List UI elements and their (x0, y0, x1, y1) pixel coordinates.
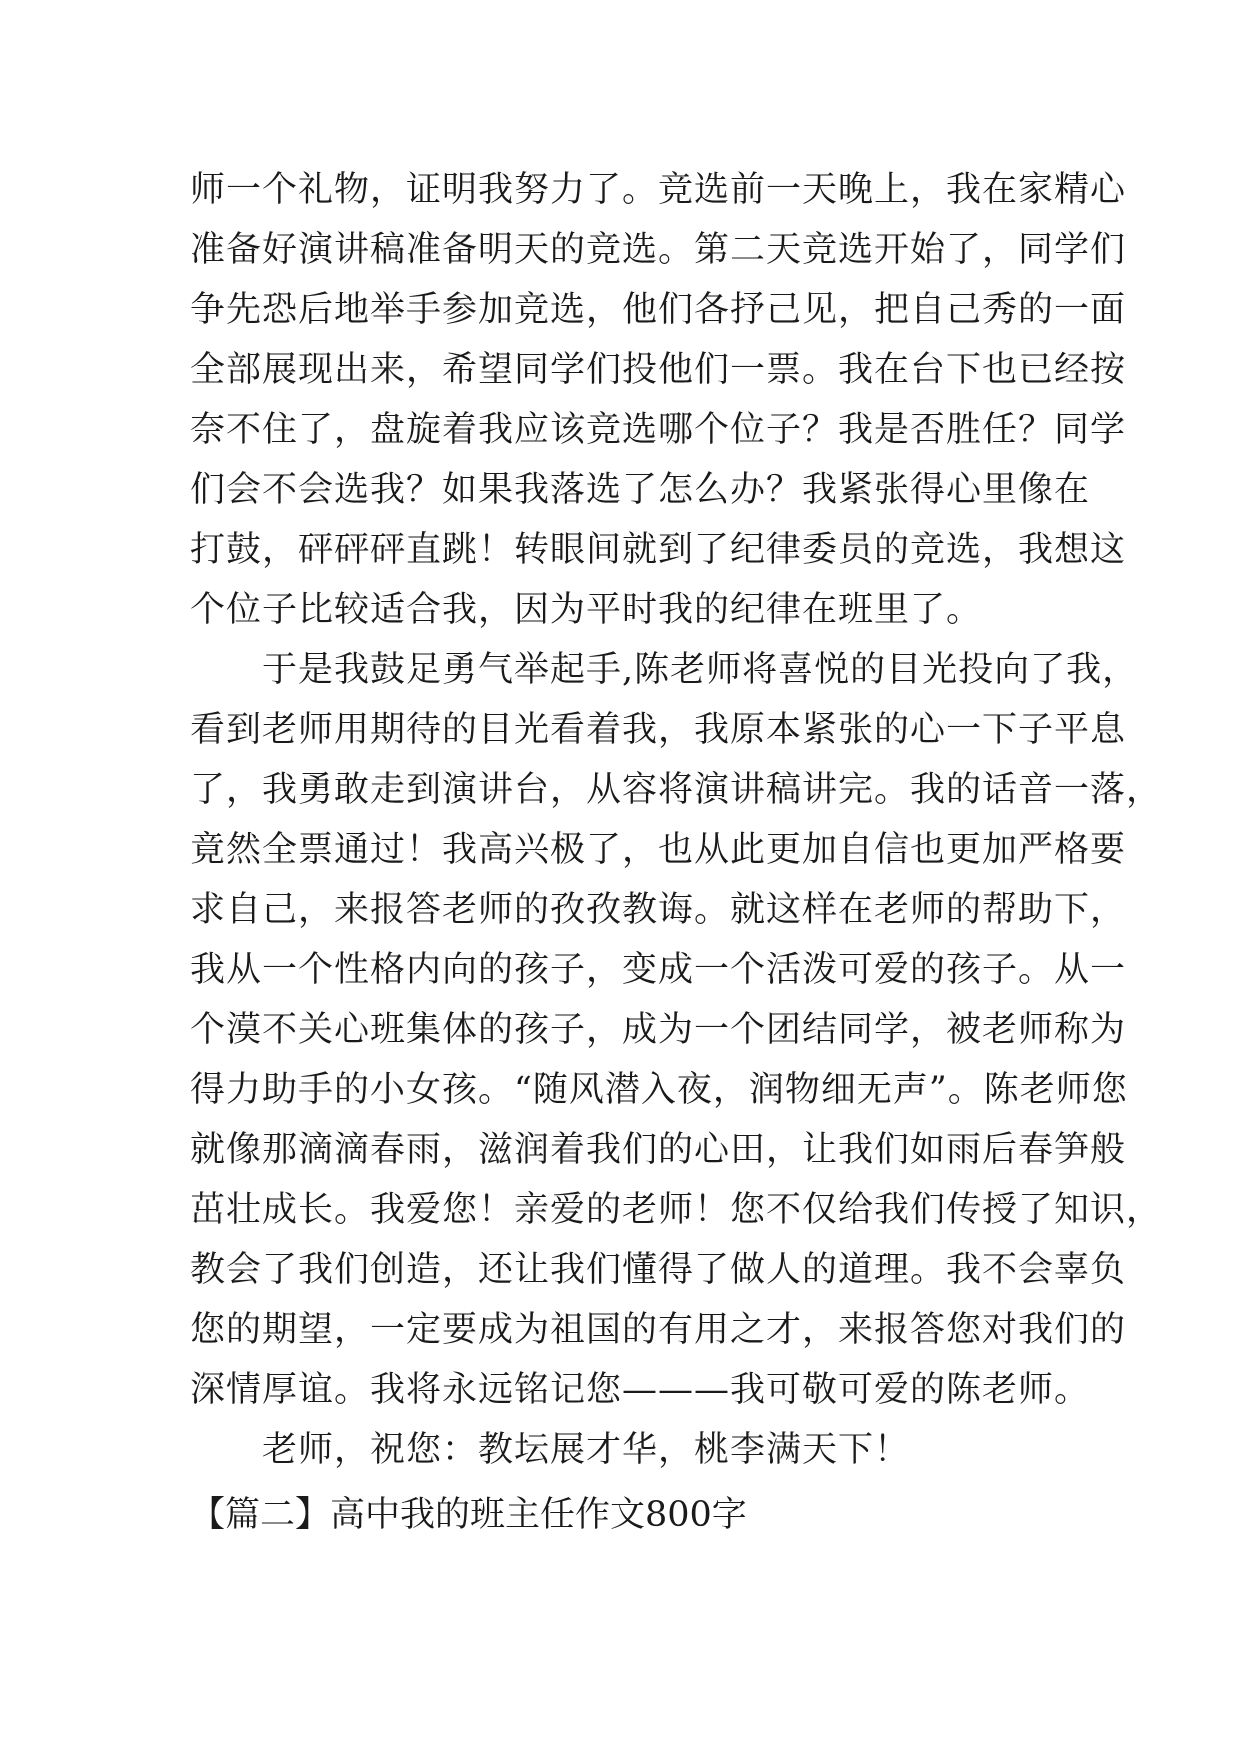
text-line: 争先恐后地举手参加竞选，他们各抒己见，把自己秀的一面 (190, 290, 1127, 330)
text-line: 老师，祝您：教坛展才华，桃李满天下！ (190, 1430, 911, 1470)
text-line: 我从一个性格内向的孩子，变成一个活泼可爱的孩子。从一 (190, 950, 1127, 990)
section-heading: 【篇二】高中我的班主任作文800字 (190, 1495, 747, 1535)
text-line: 竟然全票通过！我高兴极了，也从此更加自信也更加严格要 (190, 830, 1127, 870)
text-line: 奈不住了，盘旋着我应该竞选哪个位子？我是否胜任？同学 (190, 410, 1127, 450)
text-line: 求自己，来报答老师的孜孜教诲。就这样在老师的帮助下， (190, 890, 1127, 930)
text-line: 准备好演讲稿准备明天的竞选。第二天竞选开始了，同学们 (190, 230, 1127, 270)
text-line: 教会了我们创造，还让我们懂得了做人的道理。我不会辜负 (190, 1250, 1127, 1290)
text-line: 就像那滴滴春雨，滋润着我们的心田，让我们如雨后春笋般 (190, 1130, 1127, 1170)
text-line: 您的期望，一定要成为祖国的有用之才，来报答您对我们的 (190, 1310, 1127, 1350)
text-line: 了，我勇敢走到演讲台，从容将演讲稿讲完。我的话音一落， (190, 770, 1163, 810)
text-line: 打鼓，砰砰砰直跳！转眼间就到了纪律委员的竞选，我想这 (190, 530, 1127, 570)
text-line: 看到老师用期待的目光看着我，我原本紧张的心一下子平息 (190, 710, 1127, 750)
text-line: 于是我鼓足勇气举起手,陈老师将喜悦的目光投向了我， (190, 650, 1139, 690)
text-line: 全部展现出来，希望同学们投他们一票。我在台下也已经按 (190, 350, 1127, 390)
text-line: 个位子比较适合我，因为平时我的纪律在班里了。 (190, 590, 983, 630)
text-line: 得力助手的小女孩。“随风潜入夜，润物细无声”。陈老师您 (190, 1070, 1128, 1110)
text-line: 茁壮成长。我爱您！亲爱的老师！您不仅给我们传授了知识， (190, 1190, 1163, 1230)
essay-body (190, 160, 1163, 1480)
text-line: 师一个礼物，证明我努力了。竞选前一天晚上，我在家精心 (190, 170, 1127, 210)
text-line: 个漠不关心班集体的孩子，成为一个团结同学，被老师称为 (190, 1010, 1127, 1050)
text-line: 们会不会选我？如果我落选了怎么办？我紧张得心里像在 (190, 470, 1091, 510)
text-line: 深情厚谊。我将永远铭记您———我可敬可爱的陈老师。 (190, 1370, 1091, 1410)
